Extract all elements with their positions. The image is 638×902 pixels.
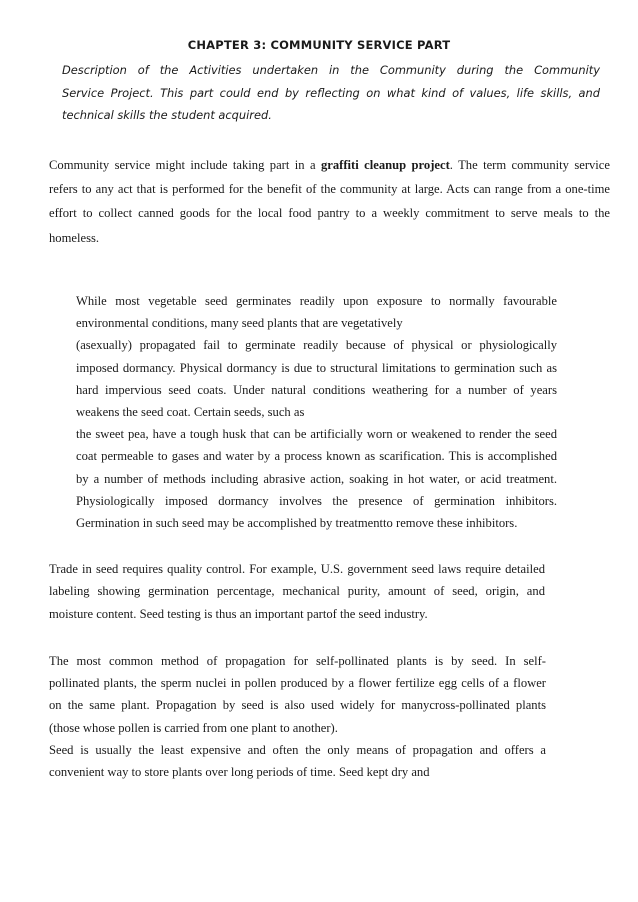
paragraph-line: on the same plant. Propagation by seed is also used widely for manycross-pollinated plants bbox=[49, 698, 546, 713]
line-text: . The term community service bbox=[449, 158, 610, 172]
paragraph-line: (asexually) propagated fail to germinate readily because of physical or physiologically bbox=[76, 338, 557, 353]
paragraph-line: While most vegetable seed germinates readily upon exposure to normally favourable bbox=[76, 294, 557, 308]
paragraph-line: moisture content. Seed testing is thus an important partof the seed industry. bbox=[49, 606, 428, 621]
paragraph-line: (those whose pollen is carried from one plant to another). bbox=[49, 720, 338, 735]
paragraph-line: imposed dormancy. Physical dormancy is due to structural limitations to germination such as bbox=[76, 360, 557, 375]
section-description bbox=[62, 59, 600, 127]
paragraph-line: labeling showing germination percentage, mechanical purity, amount of seed, origin, and bbox=[49, 584, 545, 599]
paragraph-line: environmental conditions, many seed plants that are vegetatively bbox=[76, 316, 403, 331]
paragraph-line: by a number of methods including abrasive action, soaking in hot water, or acid treatment. bbox=[76, 471, 557, 486]
paragraph-line: The most common method of propagation for self-pollinated plants is by seed. In self- bbox=[49, 654, 546, 668]
paragraph-line: coat permeable to gases and water by a process known as scarification. This is accomplished bbox=[76, 449, 557, 464]
paragraph-line: hard impervious seed coats. Under natural conditions weathering for a number of years bbox=[76, 382, 557, 397]
paragraph-seed-trade bbox=[49, 558, 545, 625]
line-text: Community service might include taking part in a bbox=[49, 158, 321, 172]
paragraph-line: Physiologically imposed dormancy involves the presence of germination inhibitors. bbox=[76, 493, 557, 508]
description-line: Service Project. This part could end by reflecting on what kind of values, life skills, and bbox=[62, 85, 600, 100]
description-line: Description of the Activities undertaken in the Community during the Community bbox=[62, 63, 600, 77]
paragraph-line: Trade in seed requires quality control. For example, U.S. government seed laws require detailed bbox=[49, 562, 545, 576]
paragraph-line: the sweet pea, have a tough husk that can be artificially worn or weakened to render the seed bbox=[76, 427, 557, 442]
paragraph-line: weakens the seed coat. Certain seeds, such as bbox=[76, 405, 305, 420]
paragraph-community-service bbox=[49, 153, 610, 250]
chapter-title: CHAPTER 3: COMMUNITY SERVICE PART bbox=[187, 38, 451, 52]
paragraph-line: refers to any act that is performed for the benefit of the community at large. Acts can range from a one-time bbox=[49, 182, 610, 197]
description-line: technical skills the student acquired. bbox=[62, 108, 272, 122]
paragraph-line: effort to collect canned goods for the local food pantry to a weekly commitment to serve meals to the bbox=[49, 206, 610, 221]
paragraph-line bbox=[49, 153, 610, 177]
paragraph-line: homeless. bbox=[49, 230, 100, 245]
paragraph-line: convenient way to store plants over long periods of time. Seed kept dry and bbox=[49, 765, 430, 780]
paragraph-line: Germination in such seed may be accomplished by treatmentto remove these inhibitors. bbox=[76, 516, 518, 531]
bold-term: graffiti cleanup project bbox=[320, 158, 450, 172]
paragraph-seed-dormancy bbox=[76, 290, 557, 534]
paragraph-line: pollinated plants, the sperm nuclei in pollen produced by a flower fertilize egg cells of a flower bbox=[49, 676, 546, 691]
paragraph-propagation bbox=[49, 650, 546, 783]
paragraph-line: Seed is usually the least expensive and often the only means of propagation and offers a bbox=[49, 742, 546, 757]
